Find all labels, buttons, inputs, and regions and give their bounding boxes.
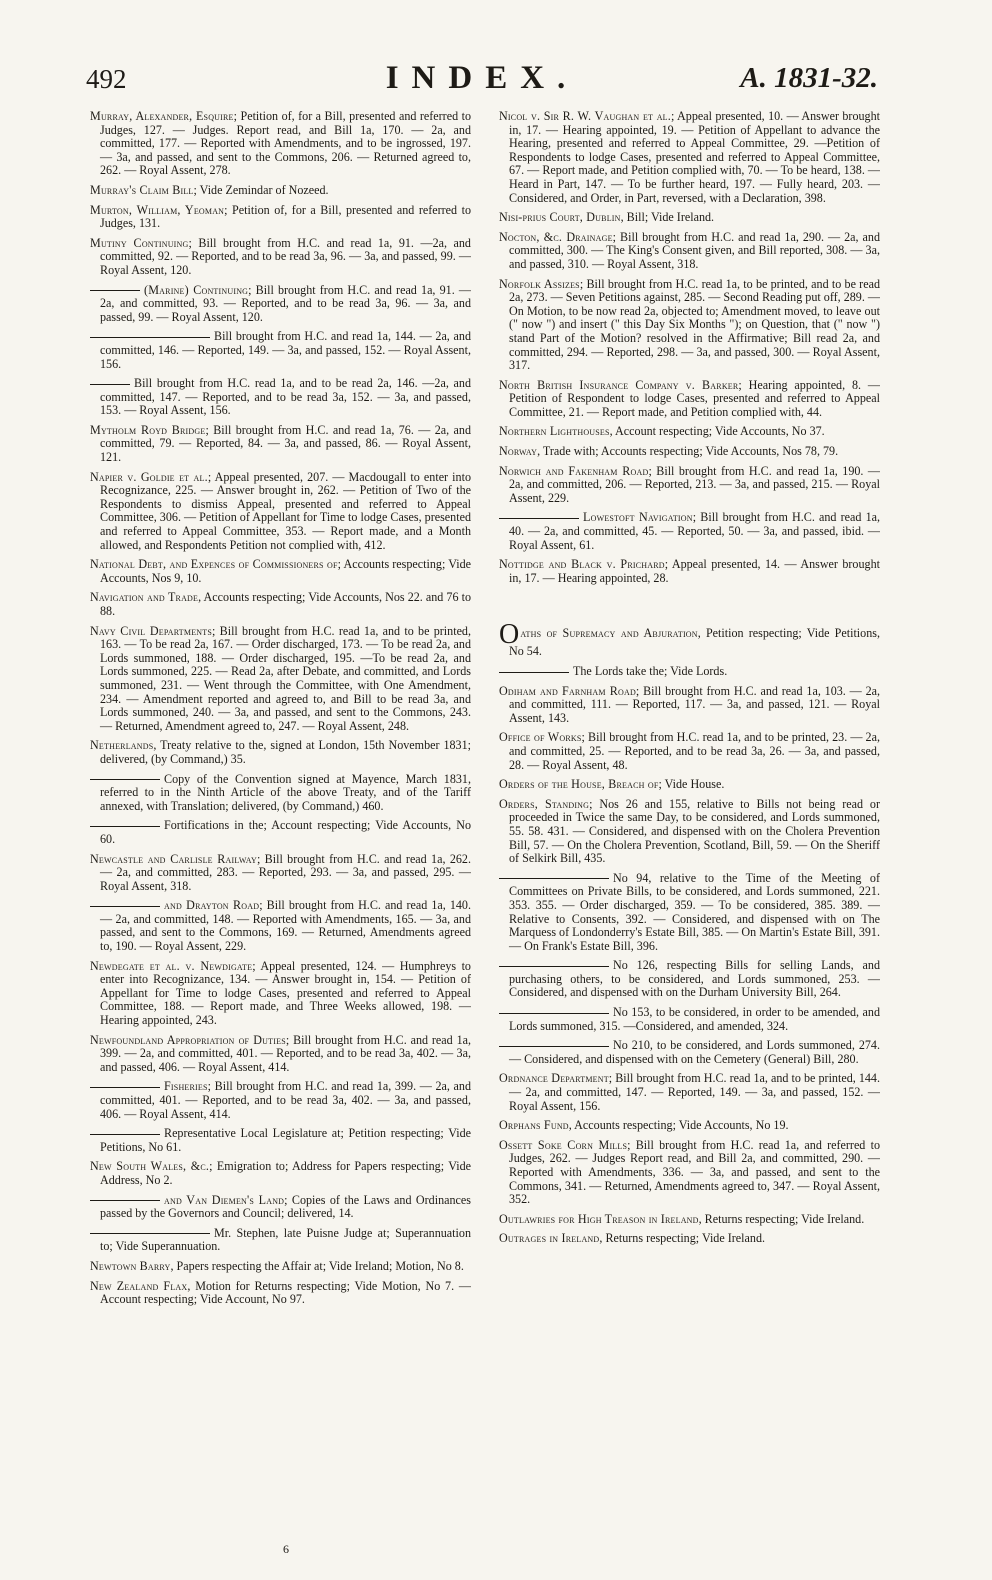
- index-entry: [90, 204, 471, 231]
- entry-text: , Treaty relative to the, signed at London, 15th November 1831; delivered, (by Command,) 35.: [100, 738, 471, 766]
- entry-heading: Nicol v. Sir R. W. Vaughan et al.: [499, 110, 671, 123]
- index-entry: [90, 1160, 471, 1187]
- index-entry: [499, 778, 880, 792]
- entry-text: , Returns respecting; Vide Ireland.: [599, 1231, 766, 1246]
- index-entry: [499, 231, 880, 272]
- index-entry: [90, 558, 471, 585]
- entry-heading: [499, 619, 698, 651]
- entry-text: ; Petition of, for a Bill, presented and referred to Judges, 127. — Judges. Report read, and Bill 1a, 170. — 2a, and committed, 177. — Reported with Amendments, and to be ingrossed, 197. — 3a, and passed, and sent to the Commons, 206. — Returned agreed to, 262. — Royal Assent, 278.: [100, 110, 471, 178]
- entry-heading: Newtown Barry: [90, 1258, 171, 1273]
- entry-heading: and Drayton Road: [164, 898, 260, 913]
- index-entry: [499, 872, 880, 954]
- index-entry: [90, 471, 471, 553]
- ditto-rule: [90, 779, 160, 780]
- entry-text: No 210, to be considered, and Lords summoned, 274. — Considered, and dispensed with on the Cemetery (General) Bill, 280.: [509, 1038, 880, 1066]
- ditto-rule: [90, 906, 160, 907]
- index-entry: [90, 1127, 471, 1154]
- entry-text: ; Bill brought from H.C. and read 1a, 76. — 2a, and committed, 79. — Reported, 84. — 3a, and passed, 86. — Royal Assent, 121.: [100, 422, 471, 465]
- entry-heading: (Marine) Continuing: [144, 282, 249, 297]
- entry-heading: Northern Lighthouses: [499, 424, 610, 439]
- entry-heading: Outlawries for High Treason in Ireland: [499, 1211, 699, 1226]
- index-entry: [90, 591, 471, 618]
- index-entry: [499, 379, 880, 420]
- entry-heading: Netherlands: [90, 738, 154, 753]
- index-entry: [499, 731, 880, 772]
- entry-text: ; Hearing appointed, 8. — Petition of Respondent to lodge Cases, presented and referred to Appeal Committee, 21. — Report made, and Petition complied with, 44.: [509, 377, 880, 419]
- index-entry: [499, 1039, 880, 1066]
- index-entry: [90, 237, 471, 278]
- entry-text: ; Bill brought from H.C. and read 1a, 40. — 2a, and committed, 45. — Reported, 50. — 3a, and passed, ibid. — Royal Assent, 61.: [509, 510, 880, 552]
- ditto-rule: [499, 1046, 609, 1047]
- index-entry: [90, 819, 471, 846]
- entry-heading: New Zealand Flax: [90, 1278, 188, 1293]
- index-entry: [499, 110, 880, 205]
- entry-text: Fortifications in the; Account respecting; Vide Accounts, No 60.: [100, 818, 471, 846]
- entry-text: ; Bill brought from H.C. and read 1a, 190. — 2a, and committed, 206. — Reported, 213. — 3a, and passed, 215. — Royal Assent, 229.: [509, 463, 880, 505]
- entry-heading: North British Insurance Company v. Barker: [499, 377, 739, 392]
- entry-text: ; Bill brought from H.C. read 1a, and referred to Judges, 262. — Judges Report read, and Bill 2a, and committed, 290. — Reported with Amendments, 336. — 3a, and passed, and sent to the Commons, 341. — Returned, Amendments agreed to, 347. — Royal Assent, 352.: [509, 1137, 880, 1207]
- index-entry: [499, 278, 880, 373]
- entry-heading: Office of Works: [499, 730, 582, 745]
- index-entry: [90, 377, 471, 418]
- entry-heading: Nocton, &c. Drainage: [499, 229, 613, 244]
- entry-text: The Lords take the; Vide Lords.: [573, 664, 728, 678]
- index-entry: [499, 1119, 880, 1133]
- entry-text: , Accounts respecting; Vide Accounts, No 19.: [568, 1118, 789, 1133]
- entry-text: , Returns respecting; Vide Ireland.: [698, 1211, 865, 1226]
- entry-text: ; Vide Zemindar of Nozeed.: [193, 182, 329, 197]
- entry-heading: Nottidge and Black v. Prichard: [499, 557, 665, 572]
- entry-text: ; Nos 26 and 155, relative to Bills not being read or proceeded in Twice the same Day, to be considered, and Lords summoned, 55. 58. 431. — Considered, and dispensed with on the Cholera Prevention Bill, 57. — On the Cholera Prevention, Scotland, Bill, 59. — On the Sheriff of Selkirk Bill, 435.: [509, 796, 880, 866]
- index-entry: [90, 1280, 471, 1307]
- entry-text: ; Emigration to; Address for Papers respecting; Vide Address, No 2.: [100, 1159, 471, 1187]
- entry-heading: Norway: [499, 444, 538, 459]
- index-entry: [499, 445, 880, 459]
- entry-text: No 153, to be considered, in order to be amended, and Lords summoned, 315. —Considered, and amended, 324.: [509, 1005, 880, 1033]
- entry-text: , Petition respecting; Vide Petitions, No 54.: [509, 626, 880, 659]
- entry-heading: Orphans Fund: [499, 1118, 569, 1133]
- entry-heading: Outrages in Ireland: [499, 1231, 600, 1246]
- index-entry: [90, 773, 471, 814]
- index-entry: [90, 899, 471, 953]
- entry-heading: New South Wales, &c.: [90, 1159, 210, 1174]
- entry-heading: Murton, William, Yeoman: [90, 202, 225, 217]
- ditto-rule: [499, 878, 609, 879]
- index-entry: [499, 619, 880, 659]
- entry-text: ; Bill brought from H.C. read 1a, and to be printed, 23. — 2a, and committed, 25. — Reported, and to be read 3a, 26. — 3a, and passed, 28. — Royal Assent, 48.: [509, 730, 880, 772]
- ditto-rule: [90, 1233, 210, 1234]
- index-entry: [499, 959, 880, 1000]
- ditto-rule: [90, 384, 130, 385]
- ditto-rule: [90, 1087, 160, 1088]
- entry-heading: National Debt, and Expences of Commissioners of: [90, 557, 338, 572]
- index-entry: [90, 1194, 471, 1221]
- entry-text: , Bill; Vide Ireland.: [620, 210, 715, 225]
- index-entry: [499, 425, 880, 439]
- entry-heading: Ordnance Department: [499, 1071, 609, 1086]
- entry-text: ; Accounts respecting; Vide Accounts, Nos 9, 10.: [100, 557, 471, 585]
- heading-remainder: aths of Supremacy and Abjuration: [520, 626, 698, 641]
- entry-heading: Odiham and Farnham Road: [499, 683, 636, 698]
- index-entry: [90, 1034, 471, 1075]
- ditto-rule: [90, 826, 160, 827]
- ditto-rule: [90, 337, 210, 338]
- entry-heading: Newdegate et al. v. Newdigate: [90, 958, 253, 973]
- entry-text: ; Bill brought from H.C. and read 1a, 103. — 2a, and committed, 111. — Reported, 117. — 3a, and passed, 121. — Royal Assent, 143.: [509, 683, 880, 725]
- entry-heading: Newfoundland Appropriation of Duties: [90, 1032, 286, 1047]
- index-entry: [90, 960, 471, 1028]
- page-number: 492: [86, 64, 127, 94]
- entry-text: Bill brought from H.C. read 1a, and to be read 2a, 146. —2a, and committed, 147. — Reported, and to be read 3a, 152. — 3a, and passed, 153. — Royal Assent, 156.: [100, 376, 471, 418]
- entry-text: ; Copies of the Laws and Ordinances passed by the Governors and Council; delivered, 14.: [100, 1192, 471, 1221]
- right-column: [499, 110, 880, 1558]
- entry-heading: Nisi-prius Court, Dublin: [499, 210, 621, 225]
- entry-text: ; Appeal presented, 207. — Macdougall to enter into Recognizance, 225. — Answer brought in, 262. — Petition of Two of the Respondents to dismiss Appeal, presented and referred to Appeal Committee, 306. — Petition of Appellant for Time to lodge Cases, presented and referred to Appeal Committee, 353. — Report made, and a Month allowed, and Respondents Petition not complied with, 412.: [100, 469, 471, 552]
- index-entry: [90, 330, 471, 371]
- ditto-rule: [499, 966, 609, 967]
- index-entry: [499, 685, 880, 726]
- index-entry: [499, 798, 880, 866]
- entry-heading: Norwich and Fakenham Road: [499, 463, 649, 478]
- entry-text: Bill brought from H.C. and read 1a, 144. — 2a, and committed, 146. — Reported, 149. — 3a, and passed, 152. — Royal Assent, 156.: [100, 329, 471, 371]
- entry-text: ; Bill brought from H.C. and read 1a, 91. —2a, and committed, 92. — Reported, and to be read 3a, 96. — 3a, and passed, 99. — Royal Assent, 120.: [100, 235, 471, 277]
- index-entry: [499, 511, 880, 552]
- index-entry: [499, 1213, 880, 1227]
- index-entry: [499, 558, 880, 585]
- index-entry: [499, 1006, 880, 1033]
- index-entry: [90, 184, 471, 198]
- ditto-rule: [90, 1200, 160, 1201]
- entry-text: ; Bill brought from H.C. and read 1a, 399. — 2a, and committed, 401. — Reported, and to be read 3a, 402. — 3a, and passed, 406. — Royal Assent, 414.: [100, 1032, 471, 1074]
- entry-heading: Mutiny Continuing: [90, 235, 189, 250]
- entry-text: , Accounts respecting; Vide Accounts, Nos 22. and 76 to 88.: [100, 590, 471, 618]
- entry-heading: Orders, Standing: [499, 796, 590, 811]
- ditto-rule: [499, 1013, 609, 1014]
- entry-heading: Norfolk Assizes: [499, 276, 580, 291]
- entry-text: Copy of the Convention signed at Mayence, March 1831, referred to in the Ninth Article of the above Treaty, and of the Tariff annexed, with Translation; delivered, (by Command,) 460.: [100, 771, 471, 813]
- index-entry: [499, 211, 880, 225]
- page-title: INDEX.: [385, 60, 579, 96]
- ditto-rule: [90, 290, 140, 291]
- entry-text: ; Bill brought from H.C. and read 1a, 290. — 2a, and committed, 300. — The King's Consent given, and Bill reported, 308. — 3a, and passed, 310. — Royal Assent, 318.: [509, 229, 880, 271]
- entry-text: ; Bill brought from H.C. read 1a, and to be printed, 144. — 2a, and committed, 147. — Reported, 149. — 3a, and passed, 152. — Royal Assent, 156.: [509, 1071, 880, 1113]
- entry-text: ; Bill brought from H.C. read 1a, and to be printed, 163. — To be read 2a, 167. — Order discharged, 173. — To be read 2a, and Lords summoned, 188. — Order discharged, 195. —To be read 2a, and Lords summoned, 225. — Read 2a, after Debate, and committed, and Lords summoned, 231. — Went through the Committee, with One Amendment, 234. — Amendment reported and agreed to, and Bill to be read 3a, and Lords summoned, 240. — 3a, and passed, and sent to the Commons, 243. — Returned, Amendment agreed to, 247. — Royal Assent, 248.: [100, 623, 471, 733]
- entry-text: ; Bill brought from H.C. and read 1a, 91. — 2a, and committed, 93. — Reported, and to be read 3a, 96. — 3a, and passed, 99. — Royal Assent, 120.: [100, 282, 471, 324]
- index-entry: [90, 284, 471, 325]
- index-entry: [90, 625, 471, 734]
- index-entry: [499, 665, 880, 679]
- entry-text: ; Bill brought from H.C. read 1a, to be printed, and to be read 2a, 273. — Seven Petitions against, 285. — Second Reading put off, 289. — On Motion, to be now read 2a, objected to; Amendment moved, to leave out (" now ") and insert (" this Day Six Months "); on Question, that (" now ") stand Part of the Motion? resolved in the Affirmative; Bill read 2a, and committed, 294. — Reported, 298. — 3a, and passed, 300. — Royal Assent, 317.: [509, 276, 880, 373]
- page-header: [86, 60, 878, 108]
- entry-heading: Ossett Soke Corn Mills: [499, 1137, 628, 1152]
- index-entry: [90, 110, 471, 178]
- entry-text: ; Appeal presented, 10. — Answer brought in, 17. — Hearing appointed, 19. — Petition of Appellant to advance the Hearing, presented and referred to Appeal Committee, 29. —Petition of Respondents to lodge Cases, presented and referred to Appeal Committee, 67. — Report made, and Petition complied with, 70. — To be heard, 138. — Heard in Part, 147. — To be further heard, 197. — Fully heard, 203. — Considered, and Order, in Part, reversed, with a Declaration, 398.: [509, 110, 880, 205]
- page-year: A. 1831-32.: [740, 62, 878, 94]
- ditto-rule: [499, 672, 569, 673]
- entry-text: ; Appeal presented, 14. — Answer brought in, 17. — Hearing appointed, 28.: [509, 557, 880, 585]
- index-entry: [499, 1232, 880, 1246]
- index-entry: [90, 853, 471, 894]
- entry-text: No 94, relative to the Time of the Meeting of Committees on Private Bills, to be considered, and Lords summoned, 221. 353. 355. — Order discharged, 359. — To be considered, 385. 389. —Relative to Consents, 392. — Considered, and dispensed with on The Marquess of Londonderry's Estate Bill, 385. — On Martin's Estate Bill, 391. — On Frank's Estate Bill, 396.: [509, 870, 880, 953]
- index-entry: [499, 1139, 880, 1207]
- entry-heading: Navy Civil Departments: [90, 623, 213, 638]
- entry-heading: Orders of the House, Breach of: [499, 777, 659, 792]
- left-column: [90, 110, 471, 1558]
- entry-text: No 126, respecting Bills for selling Lands, and purchasing others, to be considered, and Lords summoned, 253. — Considered, and dispensed with on the Durham University Bill, 264.: [509, 958, 880, 1000]
- entry-text: ; Petition of, for a Bill, presented and referred to Judges, 131.: [100, 202, 471, 231]
- entry-heading: Lowestoft Navigation: [583, 510, 693, 525]
- index-entry: [90, 424, 471, 465]
- index-entry: [90, 1080, 471, 1121]
- entry-heading: and Van Diemen's Land: [164, 1192, 285, 1207]
- entry-text: ; Appeal presented, 124. — Humphreys to enter into Recognizance, 134. — Answer brought in, 154. — Petition of Appellant for Time to lodge Cases, presented and referred to Appeal Committee, 188. — Report made, and Three Weeks allowed, 198. — Hearing appointed, 243.: [100, 958, 471, 1028]
- entry-heading: Murray's Claim Bill: [90, 182, 194, 197]
- index-columns: [90, 110, 880, 1558]
- entry-text: , Account respecting; Vide Accounts, No 37.: [609, 424, 825, 439]
- entry-text: , Motion for Returns respecting; Vide Motion, No 7. — Account respecting; Vide Account, No 97.: [100, 1278, 471, 1307]
- entry-text: ; Bill brought from H.C. and read 1a, 262. — 2a, and committed, 283. — Reported, 293. — 3a, and passed, 295. — Royal Assent, 318.: [100, 851, 471, 893]
- entry-text: Mr. Stephen, late Puisne Judge at; Superannuation to; Vide Superannuation.: [100, 1225, 471, 1254]
- index-entry: [90, 739, 471, 766]
- entry-heading: Murray, Alexander, Esquire: [90, 110, 234, 123]
- signature-mark: 6: [283, 1542, 289, 1556]
- index-entry: [90, 1260, 471, 1274]
- entry-heading: Fisheries: [164, 1079, 208, 1094]
- ditto-rule: [499, 518, 579, 519]
- index-entry: [90, 1227, 471, 1254]
- entry-text: Representative Local Legislature at; Petition respecting; Vide Petitions, No 61.: [100, 1126, 471, 1154]
- entry-text: ; Bill brought from H.C. and read 1a, 140. — 2a, and committed, 148. — Reported with Amendments, 165. — 3a, and passed, and sent to the Commons, 169. — Returned, Amendments agreed to, 190. — Royal Assent, 229.: [100, 898, 471, 954]
- entry-text: ; Bill brought from H.C. and read 1a, 399. — 2a, and committed, 401. — Reported, and to be read 3a, 402. — 3a, and passed, 406. — Royal Assent, 414.: [100, 1079, 471, 1121]
- entry-text: ; Vide House.: [658, 777, 725, 792]
- entry-text: , Trade with; Accounts respecting; Vide Accounts, Nos 78, 79.: [537, 444, 839, 459]
- entry-heading: Navigation and Trade: [90, 590, 199, 605]
- ditto-rule: [90, 1134, 160, 1135]
- entry-heading: Napier v. Goldie et al.: [90, 469, 208, 484]
- index-entry: [499, 1072, 880, 1113]
- entry-text: , Papers respecting the Affair at; Vide Ireland; Motion, No 8.: [170, 1258, 464, 1273]
- index-entry: [499, 465, 880, 506]
- drop-capital: O: [499, 619, 520, 651]
- entry-heading: Newcastle and Carlisle Railway: [90, 851, 257, 866]
- entry-heading: Mytholm Royd Bridge: [90, 422, 206, 437]
